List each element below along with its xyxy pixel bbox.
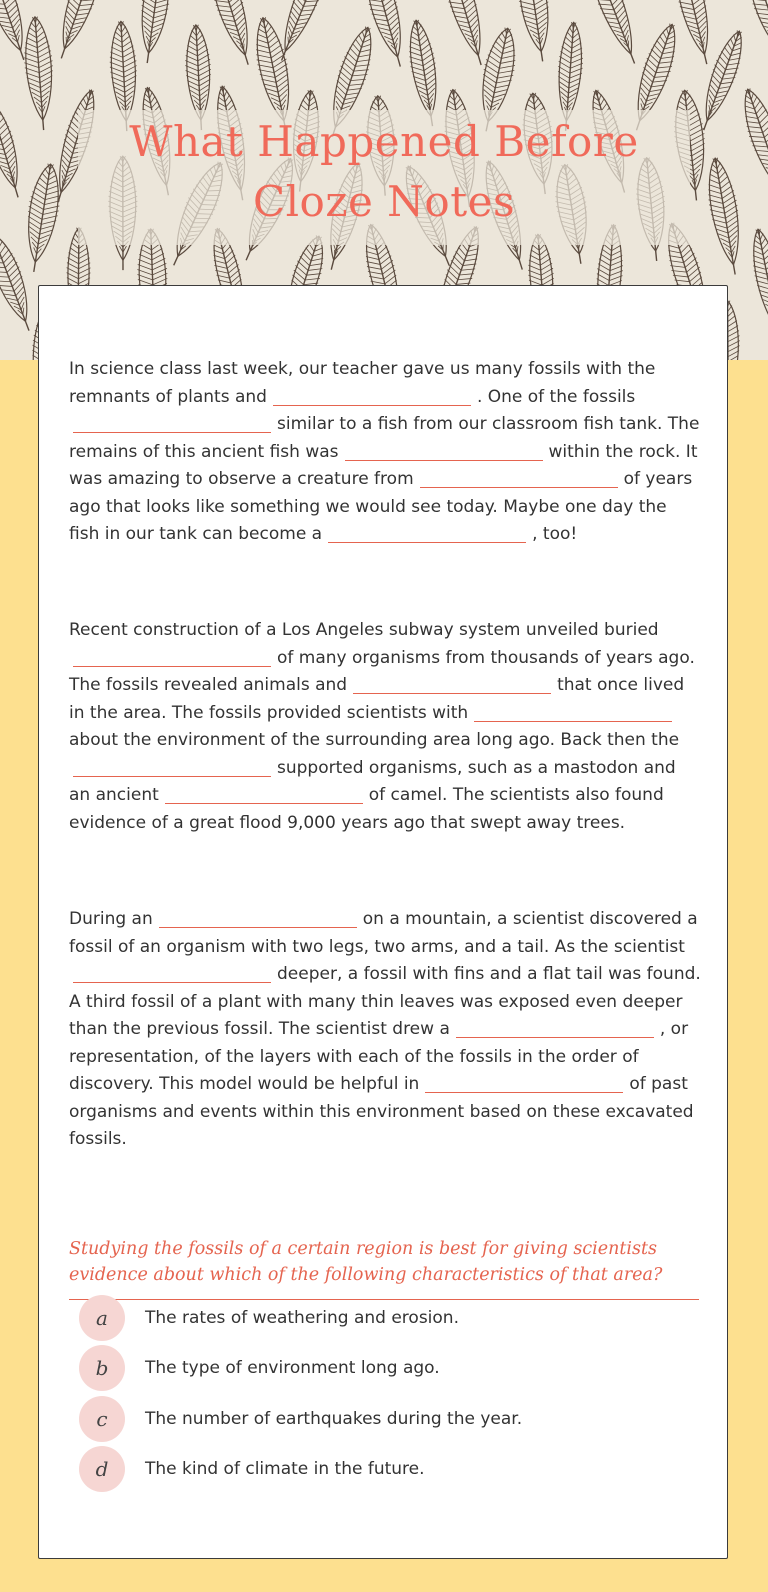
blank-field[interactable] [165,783,363,804]
blank-field[interactable] [474,701,672,722]
paragraph-2-text: Recent construction of a Los Angeles subway system unveiled buried [69,620,659,640]
paragraph-3-text: of past organisms and events within this environment based on these excavated fossils. [69,1074,694,1149]
option-letter-badge: a [79,1295,125,1341]
blank-field[interactable] [420,467,618,488]
blank-field[interactable] [73,412,271,433]
option-text: The type of environment long ago. [145,1358,440,1378]
paragraph-2-text: that once lived in the area. The fossils provided scientists with [69,675,685,723]
blank-field[interactable] [345,440,543,461]
paragraph-3-text: During an [69,909,153,929]
paragraph-1 [69,356,701,549]
blank-field[interactable] [273,385,471,406]
page-title: What Happened Before Cloze Notes [129,117,639,226]
option-text: The kind of climate in the future. [145,1459,425,1479]
worksheet-card [38,285,728,1559]
paragraph-2-text: of many organisms from thousands of years ago. The fossils revealed animals and [69,647,695,695]
paragraph-2-text: of camel. The scientists also found evidence of a great flood 9,000 years ago that swept away trees. [69,785,664,833]
option-letter-badge: d [79,1446,125,1492]
answer-option-c[interactable] [79,1396,679,1442]
paragraph-3-text: deeper, a fossil with fins and a flat tail was found. A third fossil of a plant with many thin leaves was exposed even deeper than the previous fossil. The scientist drew a [69,964,701,1039]
blank-field[interactable] [159,907,357,928]
paragraph-3-text: on a mountain, a scientist discovered a fossil of an organism with two legs, two arms, and a tail. As the scientist [69,909,698,957]
blank-field[interactable] [73,756,271,777]
blank-field[interactable] [73,962,271,983]
paragraph-1-text: In science class last week, our teacher gave us many fossils with the remnants of plants and [69,359,656,407]
paragraph-1-text: . One of the fossils [476,386,636,407]
paragraph-2 [69,617,701,837]
option-letter-badge: b [79,1345,125,1391]
paragraph-1-text: , too! [532,524,578,544]
answer-option-d[interactable] [79,1446,679,1492]
blank-field[interactable] [353,673,551,694]
paragraph-2-text: supported organisms, such as a mastodon and an ancient [69,757,676,805]
answer-option-b[interactable] [79,1345,679,1391]
option-letter-badge: c [79,1396,125,1442]
paragraph-1-text: similar to a fish from our classroom fish tank. The remains of this ancient fish was [69,414,700,462]
option-text: The rates of weathering and erosion. [145,1308,459,1328]
paragraph-2-text: about the environment of the surrounding area long ago. Back then the [69,730,680,750]
quiz-question: Studying the fossils of a certain region is best for giving scientists evidence about which of the following characteristics of that area? [69,1239,663,1285]
paragraph-3 [69,906,701,1154]
blank-field[interactable] [73,646,271,667]
paragraph-1-text: of years ago that looks like something we would see today. Maybe one day the fish in our tank can become a [69,469,693,544]
paragraph-3-text: , or representation, of the layers with each of the fossils in the order of discovery. This model would be helpful in [69,1019,689,1094]
blank-field[interactable] [425,1072,623,1093]
blank-field[interactable] [328,522,526,543]
blank-field[interactable] [456,1017,654,1038]
option-text: The number of earthquakes during the year. [145,1409,523,1429]
paragraph-1-text: within the rock. It was amazing to observe a creature from [69,441,698,489]
answer-option-a[interactable] [79,1295,679,1341]
